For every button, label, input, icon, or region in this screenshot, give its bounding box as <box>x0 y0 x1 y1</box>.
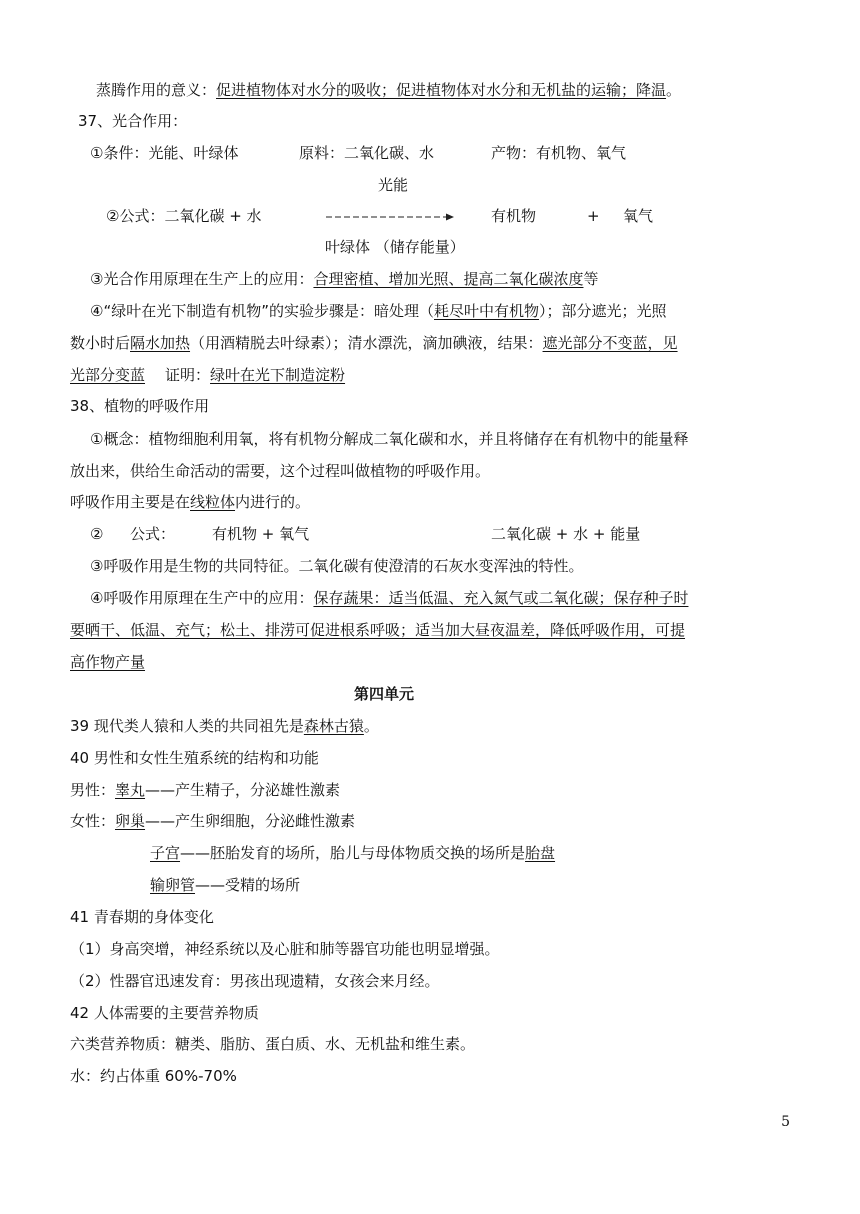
application-label: ④呼吸作用原理在生产中的应用： <box>90 589 314 607</box>
placenta: 胎盘 <box>525 844 556 862</box>
water-bath-heating: 隔水加热 <box>130 334 191 352</box>
transpiration-meaning: 促进植物体对水分的吸收；促进植物体对水分和无机盐的运输；降温 <box>216 81 667 99</box>
respiration-concept-1: ①概念：植物细胞利用氧，将有机物分解成二氧化碳和水，并且将储存在有机物中的能量释 <box>90 430 689 448</box>
text: ——受精的场所 <box>195 876 301 894</box>
experiment-line-1 <box>90 301 667 321</box>
section-39 <box>70 716 379 736</box>
oviduct: 输卵管 <box>150 876 196 894</box>
application-text: 保存蔬果：适当低温、充入氮气或二氧化碳；保存种子时 <box>313 589 689 607</box>
testis: 睾丸 <box>115 781 146 799</box>
photosynthesis-product-oxygen: 氧气 <box>623 207 654 225</box>
uterus-line <box>150 843 555 863</box>
respiration-concept-2: 放出来，供给生命活动的需要，这个过程叫做植物的呼吸作用。 <box>70 462 491 480</box>
photosynthesis-raw-material: 原料：二氧化碳、水 <box>299 144 435 162</box>
respiration-formula-right: 二氧化碳 + 水 + 能量 <box>491 525 641 543</box>
text: ——胚胎发育的场所，胎儿与母体物质交换的场所是 <box>180 844 526 862</box>
respiration-application-1 <box>90 588 688 608</box>
experiment-result-cont: 光部分变蓝 <box>70 366 146 384</box>
text: 内进行的。 <box>235 493 311 511</box>
section-40-title: 40 男性和女性生殖系统的结构和功能 <box>70 749 319 767</box>
water-content: 水：约占体重 60%-70% <box>70 1067 237 1085</box>
text: 女性： <box>70 812 116 830</box>
section-37-title: 37、光合作用： <box>78 112 188 130</box>
photosynthesis-formula-left: ②公式：二氧化碳 + 水 <box>106 207 262 225</box>
punct: 。 <box>666 81 682 99</box>
respiration-formula-label: 公式： <box>130 525 176 543</box>
puberty-item-2: （2）性器官迅速发育：男孩出现遗精，女孩会来月经。 <box>70 972 440 990</box>
application-measures: 合理密植、增加光照、提高二氧化碳浓度 <box>313 270 584 288</box>
respiration-feature: ③呼吸作用是生物的共同特征。二氧化碳有使澄清的石灰水变浑浊的特性。 <box>90 557 584 575</box>
common-ancestor: 森林古猿 <box>303 717 364 735</box>
respiration-site <box>70 492 310 512</box>
respiration-formula-number: ② <box>90 525 104 543</box>
dark-treatment-purpose: 耗尽叶中有机物 <box>434 302 540 320</box>
respiration-application-3: 高作物产量 <box>70 653 146 671</box>
experiment-result: 遮光部分不变蓝，见 <box>542 334 678 352</box>
mitochondria: 线粒体 <box>190 493 236 511</box>
six-nutrients: 六类营养物质：糖类、脂肪、蛋白质、水、无机盐和维生素。 <box>70 1035 476 1053</box>
formula-top-label: 光能 <box>378 176 409 194</box>
section-41-title: 41 青春期的身体变化 <box>70 908 214 926</box>
section-42-title: 42 人体需要的主要营养物质 <box>70 1004 259 1022</box>
respiration-application-2: 要晒干、低温、充气；松土、排涝可促进根系呼吸；适当加大昼夜温差，降低呼吸作用，可提 <box>70 621 686 639</box>
transpiration-line <box>96 80 681 100</box>
photosynthesis-application <box>90 269 598 289</box>
ovary: 卵巢 <box>115 812 146 830</box>
page-number: 5 <box>781 1114 790 1130</box>
text: ——产生精子，分泌雄性激素 <box>145 781 341 799</box>
respiration-formula-left: 有机物 + 氧气 <box>212 525 310 543</box>
text: 39 现代类人猿和人类的共同祖先是 <box>70 717 304 735</box>
reaction-arrow <box>326 212 454 222</box>
section-38-title: 38、植物的呼吸作用 <box>70 397 210 415</box>
transpiration-label: 蒸腾作用的意义： <box>96 81 217 99</box>
puberty-item-1: （1）身高突增，神经系统以及心脏和肺等器官功能也明显增强。 <box>70 940 500 958</box>
photosynthesis-condition: ①条件：光能、叶绿体 <box>90 144 239 162</box>
proof-label: 证明： <box>165 366 211 384</box>
text: ④“绿叶在光下制造有机物”的实验步骤是：暗处理（ <box>90 302 434 320</box>
punct: 。 <box>363 717 379 735</box>
uterus: 子宫 <box>150 844 181 862</box>
punct: 等 <box>583 270 599 288</box>
experiment-conclusion: 绿叶在光下制造淀粉 <box>210 366 346 384</box>
text: ——产生卵细胞，分泌雌性激素 <box>145 812 356 830</box>
photosynthesis-product-organic: 有机物 <box>491 207 537 225</box>
male-system <box>70 780 340 800</box>
unit-heading: 第四单元 <box>354 685 415 703</box>
female-system <box>70 811 355 831</box>
oviduct-line <box>150 875 300 895</box>
experiment-line-2 <box>70 333 678 353</box>
text: 数小时后 <box>70 334 131 352</box>
text: 男性： <box>70 781 116 799</box>
application-label: ③光合作用原理在生产上的应用： <box>90 270 314 288</box>
text: 呼吸作用主要是在 <box>70 493 191 511</box>
text: （用酒精脱去叶绿素）；清水漂洗，滴加碘液，结果： <box>190 334 543 352</box>
text: ）；部分遮光；光照 <box>539 302 667 320</box>
plus-sign: + <box>587 207 600 225</box>
photosynthesis-product: 产物：有机物、氧气 <box>491 144 627 162</box>
formula-bottom-label: 叶绿体 （储存能量） <box>325 238 465 256</box>
experiment-line-3 <box>70 365 345 385</box>
